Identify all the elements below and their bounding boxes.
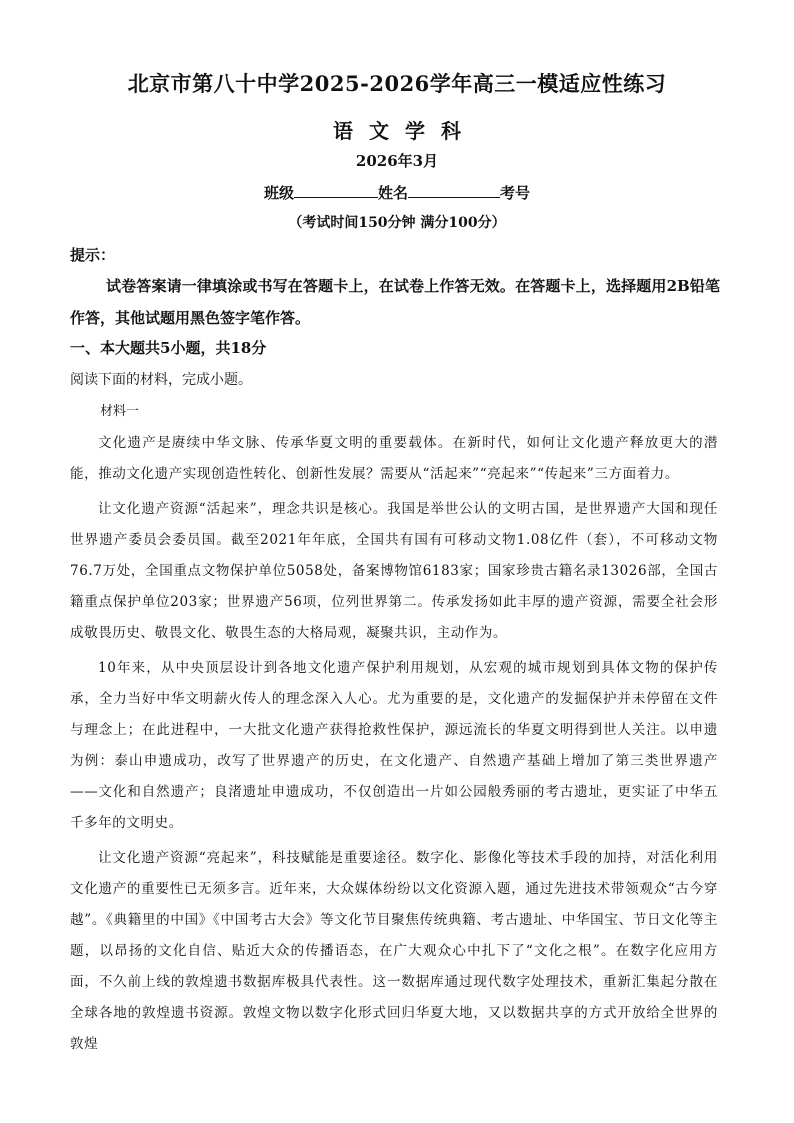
name-blank[interactable] xyxy=(408,183,500,198)
student-info-line xyxy=(0,182,794,203)
passage xyxy=(70,428,718,1064)
exam-date: 2026年3月 xyxy=(355,152,439,170)
id-label: 考号 xyxy=(500,184,531,202)
exam-title: 北京市第八十中学2025-2026学年高三一模适应性练习 xyxy=(127,71,667,96)
subject-heading: 语文学科 xyxy=(333,119,477,143)
passage-paragraph: 文化遗产是赓续中华文脉、传承华夏文明的重要载体。在新时代，如何让文化遗产释放更大的潜能，推动文化遗产实现创造性转化、创新性发展？需要从“活起来”“亮起来”“传起来”三方面着力。 xyxy=(70,435,718,482)
passage-paragraph: 10年来，从中央顶层设计到各地文化遗产保护利用规划，从宏观的城市规划到具体文物的保护传承，全力当好中华文明薪火传人的理念深入人心。尤为重要的是，文化遗产的发掘保护并未停留在文件与理念上；在此进程中，一大批文化遗产获得抢救性保护，源远流长的华夏文明得到世人关注。以申遗为例：泰山申遗成功，改写了世界遗产的历史，在文化遗产、自然遗产基础上增加了第三类世界遗产——文化和自然遗产；良渚遗址申遗成功，不仅创造出一片如公园般秀丽的考古遗址，更实证了中华五千多年的文明史。 xyxy=(70,660,718,831)
exam-time-note: （考试时间150分钟 满分100分） xyxy=(288,215,506,231)
name-label: 姓名 xyxy=(377,184,408,202)
passage-paragraph: 让文化遗产资源“活起来”，理念共识是核心。我国是举世公认的文明古国，是世界遗产大国和现任世界遗产委员会委员国。截至2021年年底，全国共有国有可移动文物1.08亿件（套），不可移动文物76.7万处，全国重点文物保护单位5058处，备案博物馆6183家；国家珍贵古籍名录13026部，全国古籍重点保护单位203家；世界遗产56项，位列世界第二。传承发扬如此丰厚的遗产资源，需要全社会形成敬畏历史、敬畏文化、敬畏生态的大格局观，凝聚共识，主动作为。 xyxy=(70,501,718,641)
material-label: 材料一 xyxy=(100,404,140,419)
passage-paragraph: 让文化遗产资源“亮起来”，科技赋能是重要途径。数字化、影像化等技术手段的加持，对活化利用文化遗产的重要性已无须多言。近年来，大众媒体纷纷以文化资源入题，通过先进技术带领观众“古今穿越”。《典籍里的中国》《中国考古大会》等文化节目聚焦传统典籍、考古遗址、中华国宝、节日文化等主题，以昂扬的文化自信、贴近大众的传播语态，在广大观众心中扎下了“文化之根”。在数字化应用方面，不久前上线的敦煌遗书数据库极具代表性。这一数据库通过现代数字处理技术，重新汇集起分散在全球各地的敦煌遗书资源。敦煌文物以数字化形式回归华夏大地，又以数据共享的方式开放给全世界的敦煌 xyxy=(70,850,718,1052)
class-blank[interactable] xyxy=(294,183,378,198)
section-heading: 一、本大题共5小题，共18分 xyxy=(70,339,267,357)
section-instruction: 阅读下面的材料，完成小题。 xyxy=(70,371,252,387)
tips-heading: 提示： xyxy=(70,246,116,264)
class-label: 班级 xyxy=(263,184,294,202)
tips-body: 试卷答案请一律填涂或书写在答题卡上，在试卷上作答无效。在答题卡上，选择题用2B铅笔作答，其他试题用黑色签字笔作答。 xyxy=(70,277,720,327)
